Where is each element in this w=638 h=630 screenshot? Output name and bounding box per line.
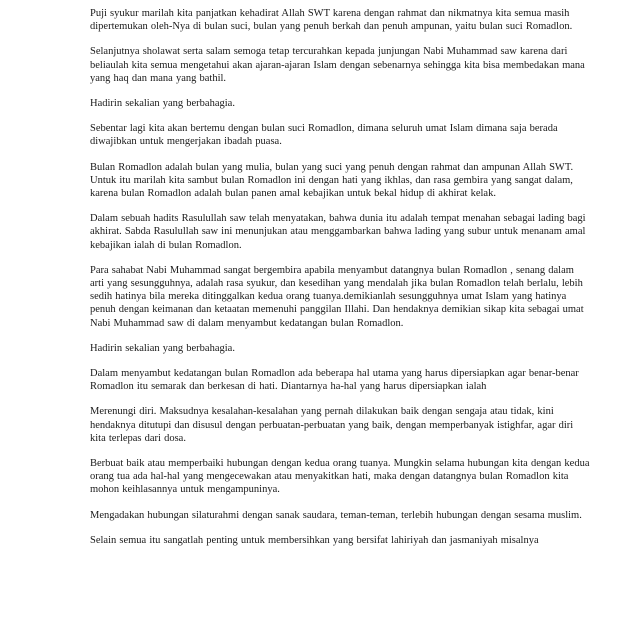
paragraph-hadith: Dalam sebuah hadits Rasulullah saw telah menyatakan, bahwa dunia itu adalah tempat menahan sebagai lading bagi akhirat. Sabda Rasulullah saw ini menunjukan atau menggambarkan bahwa lading yang subur untuk menanam amal kebajikan ialah di bulan Romadlon. [90, 213, 586, 251]
paragraph-silaturahmi: Mengadakan hubungan silaturahmi dengan sanak saudara, teman-teman, terlebih hubungan dengan sesama muslim. [90, 509, 582, 521]
paragraph-cleanliness: Selain semua itu sangatlah penting untuk membersihkan yang bersifat lahiriyah dan jasmaniyah misalnya [90, 534, 539, 546]
document-body [90, 7, 590, 547]
paragraph-sholawat: Selanjutnya sholawat serta salam semoga tetap tercurahkan kepada junjungan Nabi Muhammad saw karena dari beliaulah kita semua mengetahui akan ajaran-ajaran Islam dengan sebenarnya sehingga kita bisa membedakan mana yang haq dan mana yang bathil. [90, 46, 585, 84]
paragraph-self-reflection: Merenungi diri. Maksudnya kesalahan-kesalahan yang pernah dilakukan baik dengan sengaja atau tidak, kini hendaknya ditutupi dan disusul dengan perbuatan-perbuatan yang baik, dengan memperbanyak istighfar, agar diri kita terlepas dari dosa. [90, 406, 574, 444]
paragraph-greeting: Hadirin sekalian yang berbahagia. [90, 98, 235, 110]
paragraph-greeting-2: Hadirin sekalian yang berbahagia. [90, 342, 235, 354]
paragraph-noble-month: Bulan Romadlon adalah bulan yang mulia, bulan yang suci yang penuh dengan rahmat dan ampunan Allah SWT. Untuk itu marilah kita sambut bulan Romadlon ini dengan hati yang ikhlas, dan rasa gembira yang sangat dalam, karena bulan Romadlon adalah bulan panen amal kebajikan untuk bekal hidup di akhirat kelak. [90, 161, 574, 200]
paragraph-preparations: Dalam menyambut kedatangan bulan Romadlon ada beberapa hal utama yang harus dipersiapkan agar benar-benar Romadlon itu semarak dan berkesan di hati. Diantarnya ha-hal yang harus dipersiapkan ialah [90, 368, 579, 393]
paragraph-opening-praise: Puji syukur marilah kita panjatkan kehadirat Allah SWT karena dengan rahmat dan nikmatnya kita semua masih dipertemukan oleh-Nya di bulan suci, bulan yang penuh berkah dan penuh ampunan, yaitu bulan suci Romadlon. [90, 8, 573, 33]
paragraph-parents: Berbuat baik atau memperbaiki hubungan dengan kedua orang tuanya. Mungkin selama hubungan kita dengan kedua orang tua ada hal-hal yang mengecewakan atau menyakitkan hati, maka dengan datangnya bulan Romadlon kita mohon keihlasannya untuk mengampuninya. [90, 458, 590, 496]
paragraph-companions: Para sahabat Nabi Muhammad sangat bergembira apabila menyambut datangnya bulan Romadlon , senang dalam arti yang sesungguhnya, adalah rasa syukur, dan kesedihan yang mendalah jika bulan Romadlon telah berlalu, lebih sedih hatinya bila mereka ditinggalkan kedua orang tuanya.demikianlah sesungguhnya umat Islam yang hatinya penuh dengan keimanan dan ketaatan memenuhi panggilan Illahi. Dan hendaknya demikian sikap kita sebagai umat Nabi Muhammad saw di dalam menyambut kedatangan bulan Romadlon. [90, 264, 584, 329]
paragraph-intro-romadlon: Sebentar lagi kita akan bertemu dengan bulan suci Romadlon, dimana seluruh umat Islam dimana saja berada diwajibkan untuk mengerjakan ibadah puasa. [90, 123, 558, 148]
